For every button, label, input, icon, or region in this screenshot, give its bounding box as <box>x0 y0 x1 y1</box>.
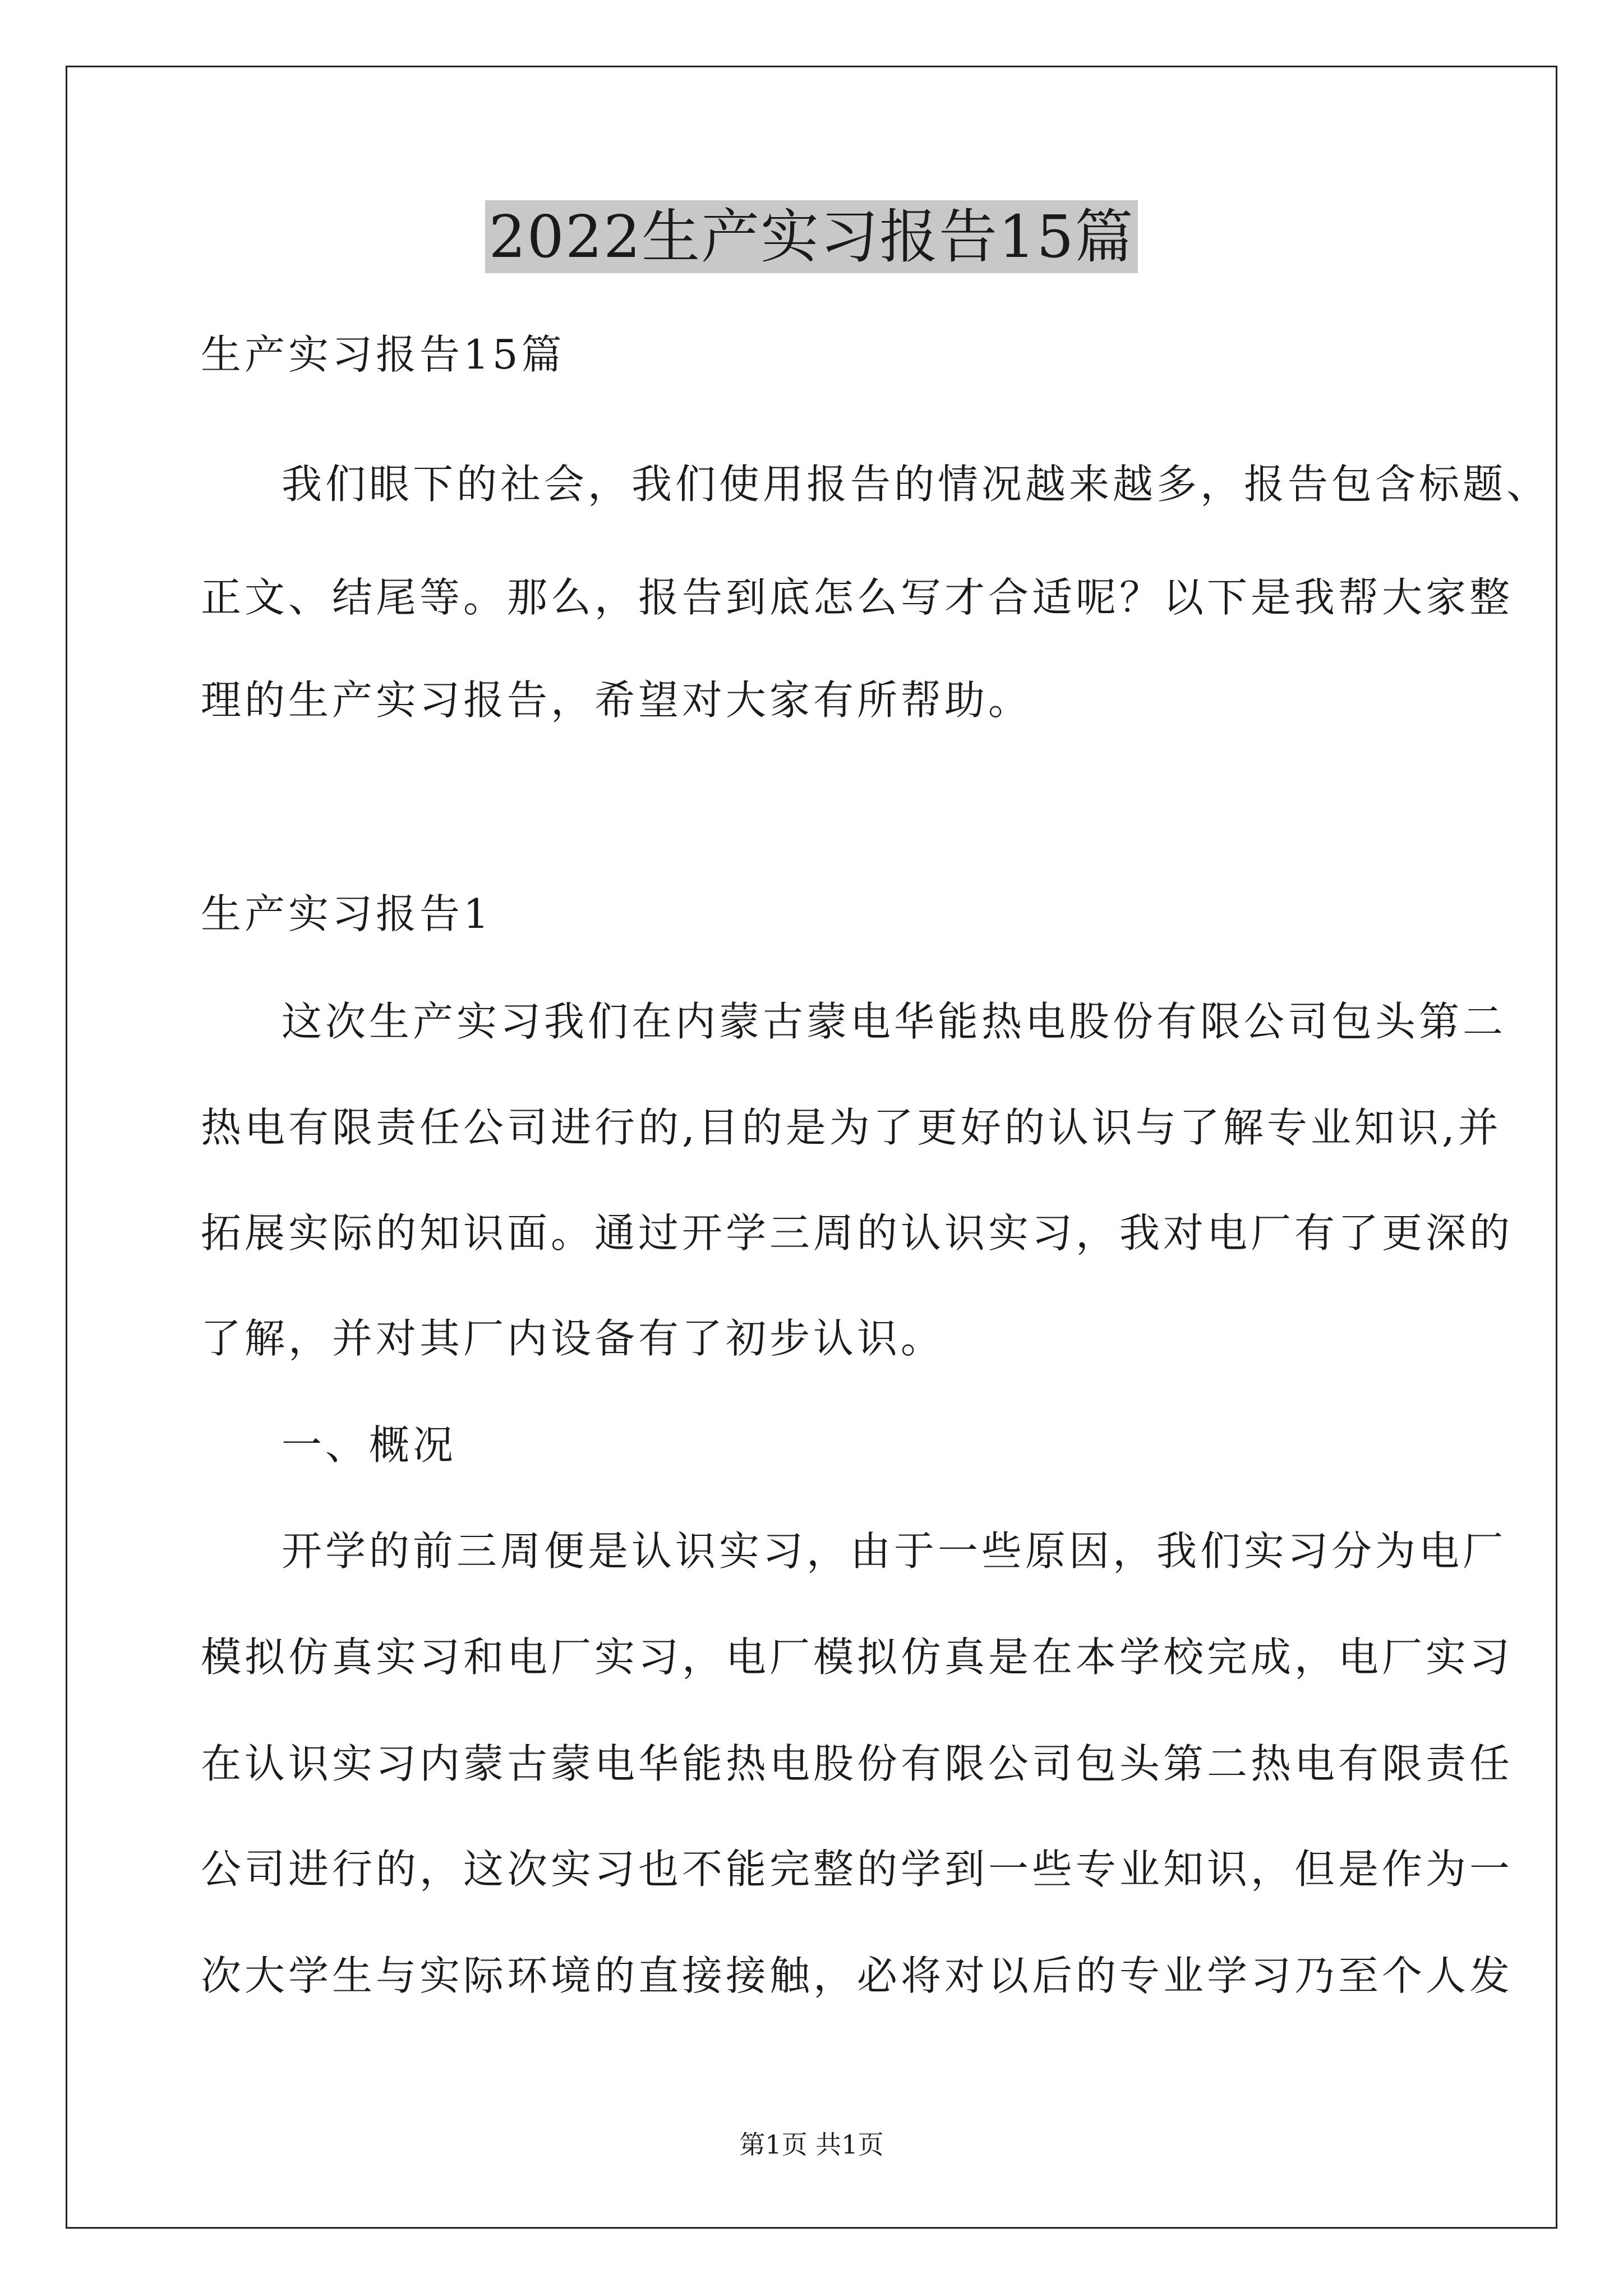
report-1-line-3: 拓展实际的知识面。通过开学三周的认识实习，我对电厂有了更深的 <box>201 1209 1514 1257</box>
subsection-heading-overview: 一、概况 <box>282 1421 457 1469</box>
document-title-text: 2022生产实习报告15篇 <box>485 200 1137 273</box>
section-heading-report-1: 生产实习报告1 <box>201 890 492 937</box>
overview-line-5: 次大学生与实际环境的直接接触，必将对以后的专业学习乃至个人发 <box>201 1952 1514 1999</box>
overview-line-4: 公司进行的，这次实习也不能完整的学到一些专业知识，但是作为一 <box>201 1846 1514 1893</box>
report-1-line-4: 了解，并对其厂内设备有了初步认识。 <box>201 1315 945 1362</box>
overview-line-1: 开学的前三周便是认识实习，由于一些原因，我们实习分为电厂 <box>282 1527 1507 1575</box>
report-1-line-2: 热电有限责任公司进行的,目的是为了更好的认识与了解专业知识,并 <box>201 1104 1502 1151</box>
intro-line-1: 我们眼下的社会，我们使用报告的情况越来越多，报告包含标题、 <box>282 461 1551 508</box>
overview-line-3: 在认识实习内蒙古蒙电华能热电股份有限公司包头第二热电有限责任 <box>201 1740 1514 1787</box>
intro-line-2: 正文、结尾等。那么，报告到底怎么写才合适呢？以下是我帮大家整 <box>201 574 1514 621</box>
subtitle-line: 生产实习报告15篇 <box>201 331 565 378</box>
document-title <box>0 197 1623 276</box>
report-1-line-1: 这次生产实习我们在内蒙古蒙电华能热电股份有限公司包头第二 <box>282 998 1507 1045</box>
intro-line-3: 理的生产实习报告，希望对大家有所帮助。 <box>201 677 1032 724</box>
overview-line-2: 模拟仿真实习和电厂实习，电厂模拟仿真是在本学校完成，电厂实习 <box>201 1634 1514 1681</box>
page-number-footer: 第1页 共1页 <box>739 2129 884 2160</box>
